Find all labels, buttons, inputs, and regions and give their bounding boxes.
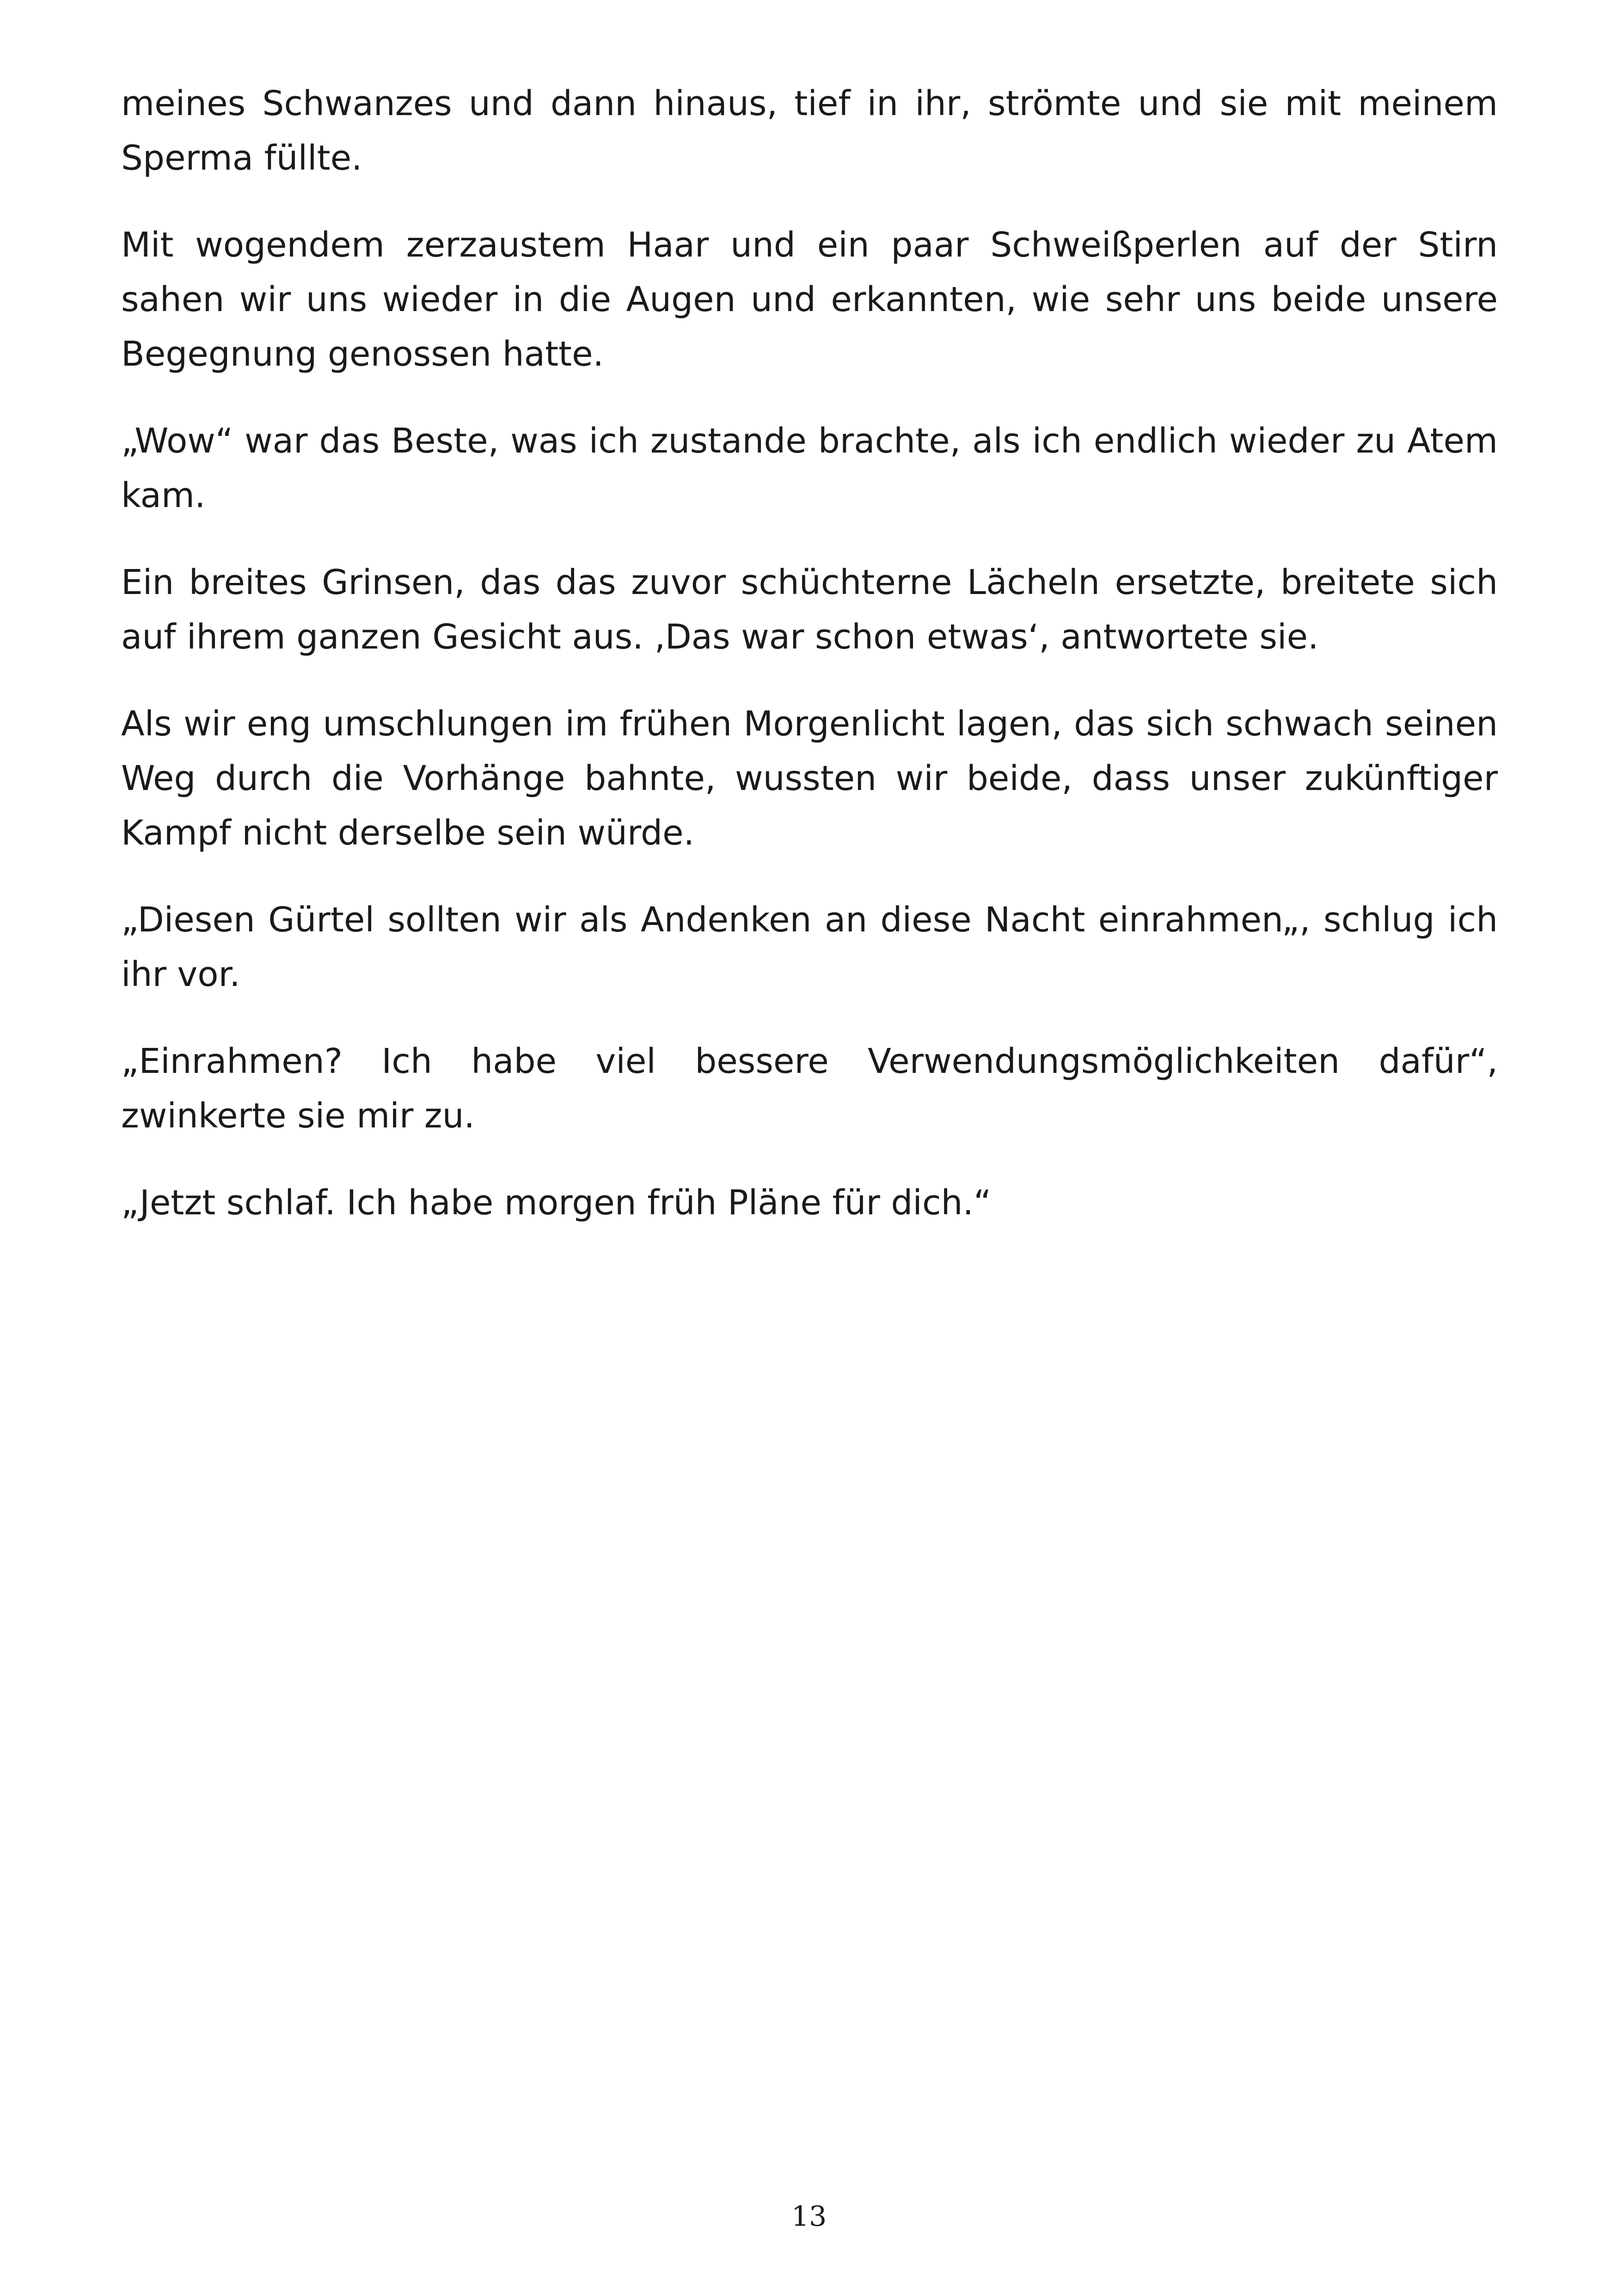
paragraph-7: „Einrahmen? Ich habe viel bessere Verwendungsmöglichkeiten dafür“, zwinkerte sie mir zu. bbox=[121, 1041, 1498, 1136]
paragraph-8: „Jetzt schlaf. Ich habe morgen früh Pläne für dich.“ bbox=[121, 1183, 992, 1223]
paragraph-3: „Wow“ war das Beste, was ich zustande brachte, als ich endlich wieder zu Atem kam. bbox=[121, 421, 1498, 515]
paragraph-2: Mit wogendem zerzaustem Haar und ein paar Schweißperlen auf der Stirn sahen wir uns wieder in die Augen und erkannten, wie sehr uns beide unsere Begegnung genossen hatte. bbox=[121, 225, 1498, 374]
paragraph-1: meines Schwanzes und dann hinaus, tief in ihr, strömte und sie mit meinem Sperma füllte. bbox=[121, 84, 1498, 178]
paragraph-6: „Diesen Gürtel sollten wir als Andenken an diese Nacht einrahmen„, schlug ich ihr vor. bbox=[121, 900, 1498, 994]
paragraph-4: Ein breites Grinsen, das das zuvor schüchterne Lächeln ersetzte, breitete sich auf ihrem ganzen Gesicht aus. ‚Das war schon etwas‘, antwortete sie. bbox=[121, 563, 1498, 657]
body-text bbox=[121, 76, 1498, 1262]
page-number: 13 bbox=[791, 2200, 827, 2233]
paragraph-5: Als wir eng umschlungen im frühen Morgenlicht lagen, das sich schwach seinen Weg durch die Vorhänge bahnte, wussten wir beide, dass unser zukünftiger Kampf nicht derselbe sein würde. bbox=[121, 704, 1498, 853]
